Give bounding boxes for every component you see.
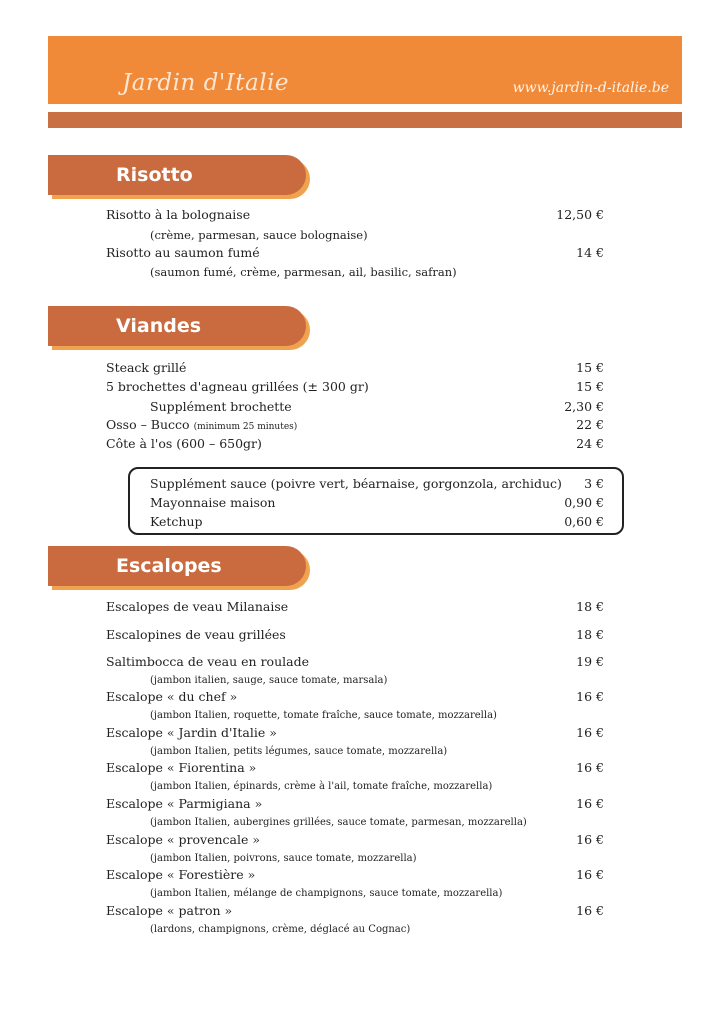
- item-price: 16 €: [576, 903, 604, 918]
- item-price: 15 €: [576, 379, 604, 394]
- item-description: (jambon italien, sauge, sauce tomate, marsala): [150, 675, 388, 686]
- section-header-risotto: [48, 155, 310, 195]
- item-name: Ketchup: [150, 514, 203, 529]
- item-name: Risotto à la bolognaise: [106, 207, 251, 222]
- item-name: Supplément sauce (poivre vert, béarnaise, gorgonzola, archiduc): [150, 476, 562, 491]
- item-description: (jambon Italien, roquette, tomate fraîche, sauce tomate, mozzarella): [150, 710, 497, 721]
- item-description: (jambon Italien, épinards, crème à l'ail, tomate fraîche, mozzarella): [150, 781, 493, 792]
- item-price: 16 €: [576, 725, 604, 740]
- item-description: (crème, parmesan, sauce bolognaise): [150, 228, 368, 242]
- section-title: Escalopes: [116, 555, 222, 577]
- item-name: Mayonnaise maison: [150, 495, 276, 510]
- section-title: Viandes: [116, 315, 202, 337]
- item-name: Escalopes de veau Milanaise: [106, 599, 289, 614]
- item-note: (minimum 25 minutes): [193, 422, 298, 432]
- item-price: 3 €: [584, 476, 604, 491]
- brand-logo-text: Jardin d'Italie: [122, 70, 290, 96]
- section-header-escalopes: [48, 546, 310, 586]
- item-name: Escalope « patron »: [106, 903, 233, 918]
- section-header-viandes: [48, 306, 310, 346]
- item-name: Escalope « provencale »: [106, 832, 260, 847]
- item-price: 16 €: [576, 689, 604, 704]
- item-name: Risotto au saumon fumé: [106, 245, 260, 260]
- item-description: (jambon Italien, mélange de champignons, sauce tomate, mozzarella): [150, 888, 503, 899]
- item-price: 0,90 €: [564, 495, 604, 510]
- item-price: 18 €: [576, 627, 604, 642]
- item-description: (jambon Italien, poivrons, sauce tomate, mozzarella): [150, 853, 417, 864]
- item-price: 12,50 €: [556, 207, 604, 222]
- item-price: 0,60 €: [564, 514, 604, 529]
- item-name: Escalope « Parmigiana »: [106, 796, 263, 811]
- item-price: 14 €: [576, 245, 604, 260]
- header-strip: [48, 112, 682, 128]
- item-name: Côte à l'os (600 – 650gr): [106, 436, 262, 451]
- item-price: 19 €: [576, 654, 604, 669]
- item-description: (lardons, champignons, crème, déglacé au Cognac): [150, 924, 411, 935]
- item-description: (saumon fumé, crème, parmesan, ail, basilic, safran): [150, 265, 457, 279]
- item-description: (jambon Italien, petits légumes, sauce tomate, mozzarella): [150, 746, 448, 757]
- item-name: Supplément brochette: [150, 399, 292, 414]
- item-name: Escalope « du chef »: [106, 689, 238, 704]
- item-name: Steack grillé: [106, 360, 187, 375]
- item-price: 18 €: [576, 599, 604, 614]
- section-title: Risotto: [116, 164, 193, 186]
- item-name: 5 brochettes d'agneau grillées (± 300 gr): [106, 379, 369, 394]
- website-url[interactable]: www.jardin-d-italie.be: [512, 80, 669, 96]
- item-name: Escalope « Jardin d'Italie »: [106, 725, 277, 740]
- item-price: 16 €: [576, 760, 604, 775]
- item-name: Escalopines de veau grillées: [106, 627, 286, 642]
- item-name: Escalope « Forestière »: [106, 867, 256, 882]
- item-price: 24 €: [576, 436, 604, 451]
- item-description: (jambon Italien, aubergines grillées, sauce tomate, parmesan, mozzarella): [150, 817, 527, 828]
- item-name: Osso – Bucco: [106, 417, 190, 432]
- item-name: Saltimbocca de veau en roulade: [106, 654, 309, 669]
- item-price: 16 €: [576, 832, 604, 847]
- item-price: 2,30 €: [564, 399, 604, 414]
- item-price: 15 €: [576, 360, 604, 375]
- item-price: 16 €: [576, 867, 604, 882]
- item-price: 22 €: [576, 417, 604, 432]
- item-price: 16 €: [576, 796, 604, 811]
- item-name: Escalope « Fiorentina »: [106, 760, 257, 775]
